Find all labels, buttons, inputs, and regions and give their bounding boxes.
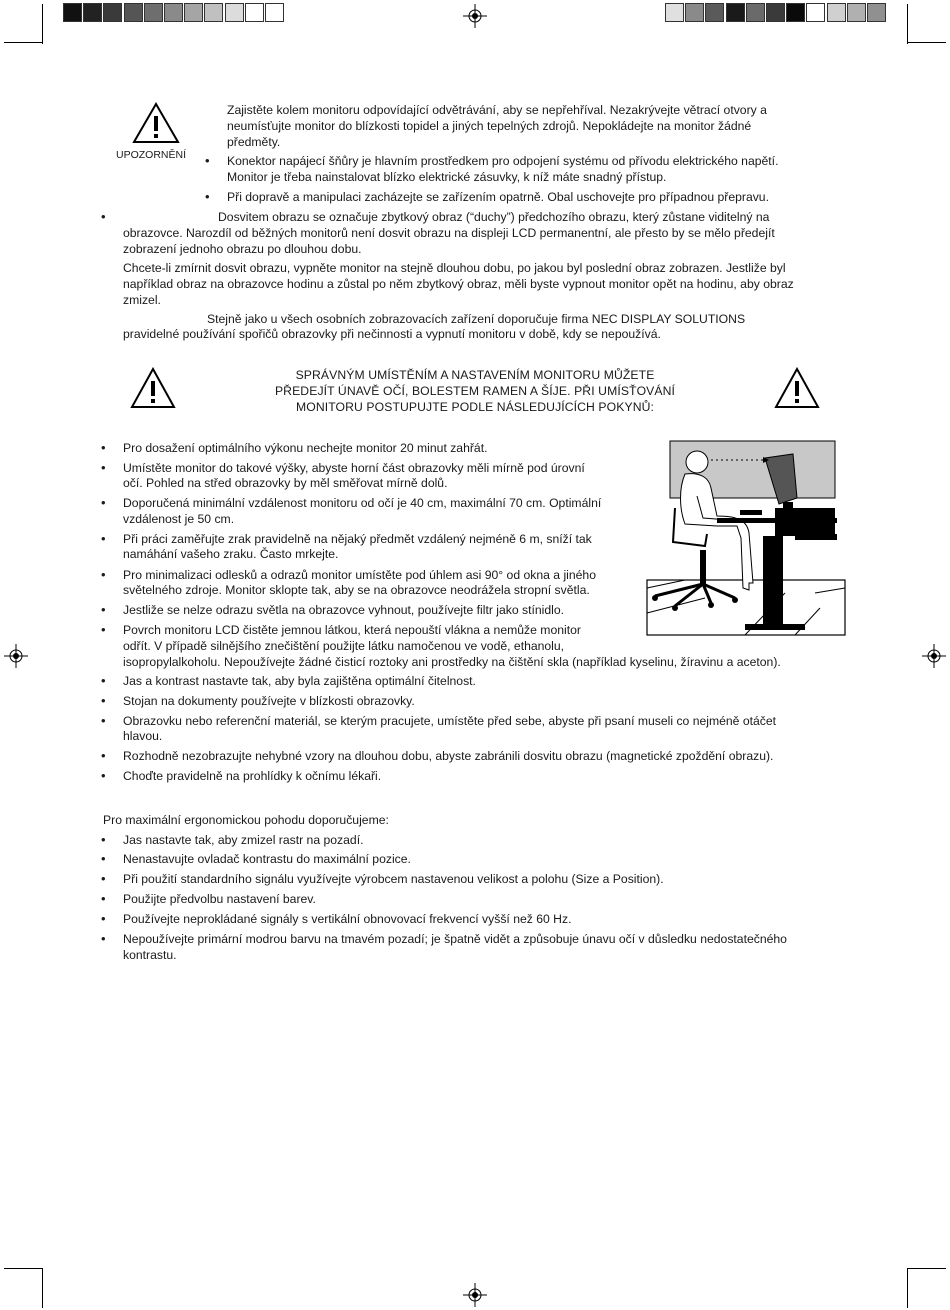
color-swatch: [766, 3, 785, 22]
tip-line: Při práci zaměřujte zrak pravidelně na nějaký předmět vzdálený nejméně 6 m, sníží tak: [123, 532, 592, 546]
registration-mark-icon: [4, 644, 28, 668]
bullet-icon: •: [101, 693, 106, 708]
warning-bullet-line: Konektor napájecí šňůry je hlavním prostředkem pro odpojení systému od přívodu elektrického napětí.: [227, 154, 779, 168]
tip-line: vzdálenost je 50 cm.: [123, 512, 235, 526]
registration-mark-icon: [922, 644, 946, 668]
bullet-icon: •: [101, 891, 106, 906]
ergonomic-workstation-illustration: [645, 438, 848, 638]
bullet-icon: •: [101, 748, 106, 763]
tip-line: Stojan na dokumenty používejte v blízkosti obrazovky.: [123, 694, 415, 708]
tip-line: Povrch monitoru LCD čistěte jemnou látkou, která nepouští vlákna a nemůže monitor: [123, 623, 581, 637]
ergo-line: Používejte neprokládané signály s vertikální obnovovací frekvencí vyšší než 60 Hz.: [123, 912, 572, 926]
ghost-line: pravidelné používání spořičů obrazovky při nečinnosti a vypnutí monitoru v době, kdy se nepoužívá.: [123, 327, 661, 341]
registration-mark-icon: [463, 4, 487, 28]
notice-line: SPRÁVNÝM UMÍSTĚNÍM A NASTAVENÍM MONITORU MŮŽETE: [295, 368, 655, 382]
bullet-icon: •: [101, 713, 106, 728]
ergo-line: Jas nastavte tak, aby zmizel rastr na pozadí.: [123, 833, 364, 847]
tip-line: Obrazovku nebo referenční materiál, se kterým pracujete, umístěte před sebe, abyste při psaní museli co nejméně otáčet: [123, 714, 777, 728]
color-swatch: [124, 3, 143, 22]
ergo-line: Použijte předvolbu nastavení barev.: [123, 892, 316, 906]
ghost-line: zmizel.: [123, 293, 161, 307]
tip-line: isopropylalkoholu. Nepoužívejte žádné čisticí roztoky ani prostředky na čištění skla (například kyselinu, žíravinu a aceton).: [123, 655, 781, 669]
color-swatch: [225, 3, 244, 22]
color-swatch: [164, 3, 183, 22]
color-swatch: [726, 3, 745, 22]
bullet-icon: •: [101, 531, 106, 546]
color-swatch: [806, 3, 825, 22]
bullet-icon: •: [101, 931, 106, 946]
ghost-line: Dosvitem obrazu se označuje zbytkový obraz (“duchy”) předchozího obrazu, který zůstane viditelný na: [218, 210, 770, 224]
warning-triangle-icon: [774, 367, 820, 409]
bullet-icon: •: [101, 495, 106, 510]
bullet-icon: •: [101, 622, 106, 637]
ghost-line: například obraz na obrazovce hodinu a zůstal po něm zbytkový obraz, měli byste vypnout monitor opět na hodinu, aby obraz: [123, 277, 794, 291]
ergo-intro: Pro maximální ergonomickou pohodu doporučujeme:: [103, 813, 389, 827]
color-swatch: [705, 3, 724, 22]
color-swatch: [746, 3, 765, 22]
ghost-line: Stejně jako u všech osobních zobrazovacích zařízení doporučuje firma NEC DISPLAY SOLUTIONS: [207, 312, 746, 326]
ergo-line: Při použití standardního signálu využívejte výrobcem nastavenou velikost a polohu (Size a Position).: [123, 872, 664, 886]
warning-bullet-line: Při dopravě a manipulaci zacházejte se zařízením opatrně. Obal uschovejte pro případnou přepravu.: [227, 190, 769, 204]
tip-line: Pro minimalizaci odlesků a odrazů monitor umístěte pod úhlem asi 90° od okna a jiného: [123, 568, 596, 582]
ghost-line: zobrazení jednoho obrazu po dlouhou dobu.: [123, 242, 362, 256]
bullet-icon: •: [101, 602, 106, 617]
ghost-line: Chcete-li zmírnit dosvit obrazu, vypněte monitor na stejně dlouhou dobu, po jakou byl poslední obraz zobrazen. Jestliže byl: [123, 261, 786, 275]
color-swatch: [786, 3, 805, 22]
bullet-icon: •: [101, 851, 106, 866]
color-swatch: [184, 3, 203, 22]
color-swatch: [665, 3, 684, 22]
color-swatch: [265, 3, 284, 22]
color-swatch: [827, 3, 846, 22]
tip-line: odřít. V případě silnějšího znečištění použijte látku namočenou ve vodě, ethanolu,: [123, 639, 565, 653]
color-swatch: [83, 3, 102, 22]
warning-triangle-icon: [132, 102, 180, 144]
bullet-icon: •: [101, 460, 106, 475]
color-swatch: [103, 3, 122, 22]
warning-paragraph-line: neumísťujte monitor do blízkosti topidel a jiných tepelných zdrojů. Nepokládejte na monitor žádné: [227, 119, 752, 133]
bullet-icon: •: [101, 871, 106, 886]
color-swatch: [144, 3, 163, 22]
bullet-icon: •: [101, 209, 106, 224]
bullet-icon: •: [101, 768, 106, 783]
color-swatch: [204, 3, 223, 22]
warning-label: UPOZORNĚNÍ: [116, 149, 187, 161]
tip-line: Rozhodně nezobrazujte nehybné vzory na dlouhou dobu, abyste zabránili dosvitu obrazu (magnetické zpoždění obrazu).: [123, 749, 774, 763]
ergo-line: Nenastavujte ovladač kontrastu do maximální pozice.: [123, 852, 411, 866]
bullet-icon: •: [101, 673, 106, 688]
warning-triangle-icon: [130, 367, 176, 409]
color-swatch: [685, 3, 704, 22]
bullet-icon: •: [101, 567, 106, 582]
warning-bullet-line: Monitor je třeba nainstalovat blízko elektrické zásuvky, k níž máte snadný přístup.: [227, 170, 667, 184]
bullet-icon: •: [205, 189, 210, 204]
bullet-icon: •: [101, 911, 106, 926]
bullet-icon: •: [101, 832, 106, 847]
color-swatch: [847, 3, 866, 22]
tip-line: Choďte pravidelně na prohlídky k očnímu lékaři.: [123, 769, 382, 783]
tip-line: světelného zdroje. Monitor sklopte tak, aby se na obrazovce neodrážela stropní světla.: [123, 583, 590, 597]
registration-mark-icon: [463, 1283, 487, 1307]
tip-line: Umístěte monitor do takové výšky, abyste horní část obrazovky měli mírně pod úrovní: [123, 461, 585, 475]
ghost-line: obrazovce. Narozdíl od běžných monitorů není dosvit obrazu na displeji LCD permanentní, ale přesto by se mělo předejít: [123, 226, 775, 240]
notice-line: MONITORU POSTUPUJTE PODLE NÁSLEDUJÍCÍCH POKYNŮ:: [296, 400, 654, 414]
tip-line: Doporučená minimální vzdálenost monitoru od očí je 40 cm, maximální 70 cm. Optimální: [123, 496, 602, 510]
tip-line: namáhání vašeho zraku. Často mrkejte.: [123, 547, 339, 561]
warning-paragraph-line: předměty.: [227, 135, 281, 149]
tip-line: Pro dosažení optimálního výkonu nechejte monitor 20 minut zahřát.: [123, 441, 488, 455]
notice-line: PŘEDEJÍT ÚNAVĚ OČÍ, BOLESTEM RAMEN A ŠÍJE. PŘI UMÍSŤOVÁNÍ: [274, 384, 676, 398]
warning-paragraph-line: Zajistěte kolem monitoru odpovídající odvětrávání, aby se nepřehříval. Nezakrývejte větrací otvory a: [227, 103, 767, 117]
ergo-line: Nepoužívejte primární modrou barvu na tmavém pozadí; je špatně vidět a způsobuje únavu očí v důsledku nedostatečného: [123, 932, 787, 946]
color-swatch: [63, 3, 82, 22]
tip-line: hlavou.: [123, 729, 163, 743]
bullet-icon: •: [101, 440, 106, 455]
color-swatch: [867, 3, 886, 22]
bullet-icon: •: [205, 153, 210, 168]
tip-line: očí. Pohled na střed obrazovky by měl směřovat mírně dolů.: [123, 476, 448, 490]
tip-line: Jestliže se nelze odrazu světla na obrazovce vyhnout, používejte filtr jako stínidlo.: [123, 603, 565, 617]
tip-line: Jas a kontrast nastavte tak, aby byla zajištěna optimální čitelnost.: [123, 674, 476, 688]
ergo-line: kontrastu.: [123, 948, 177, 962]
color-swatch: [245, 3, 264, 22]
